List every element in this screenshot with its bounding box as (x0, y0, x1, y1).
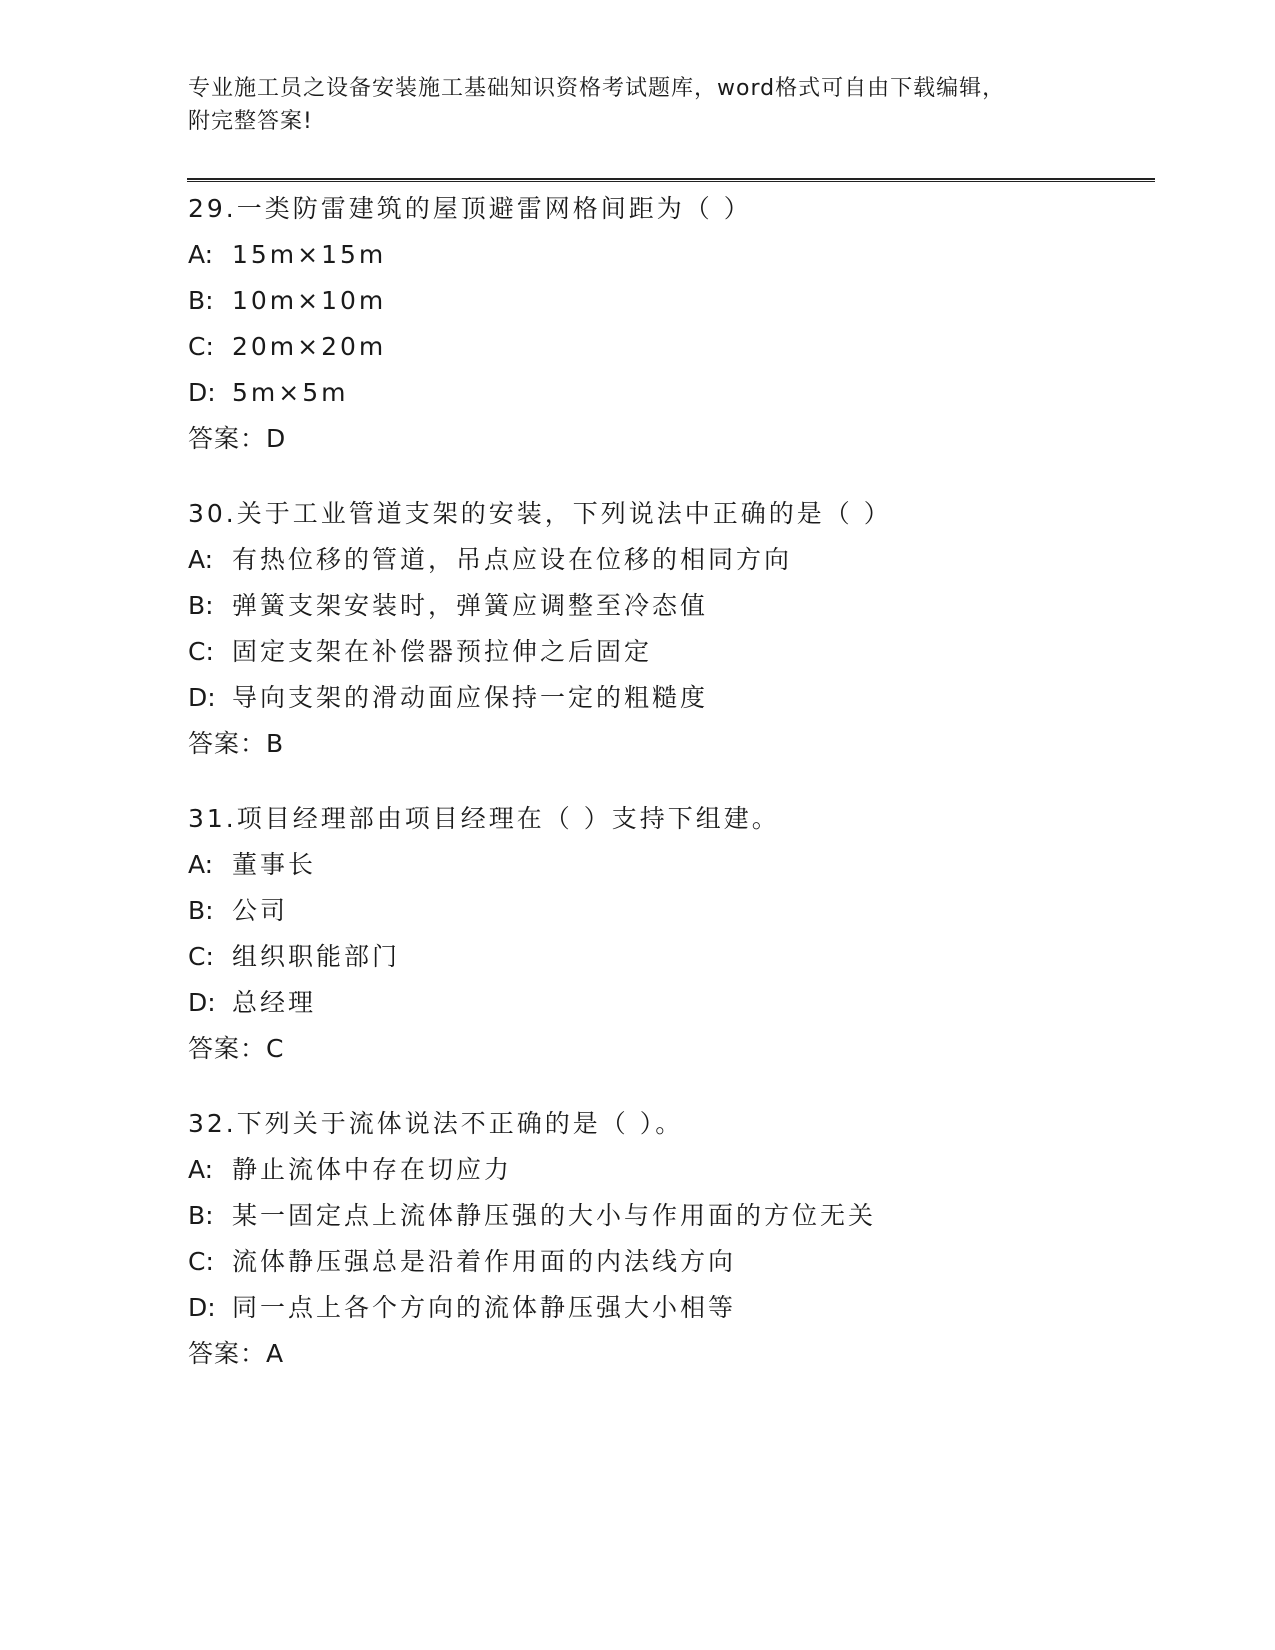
option-label: C: (188, 637, 214, 666)
answer-line: 答案：A (188, 1339, 285, 1368)
question-32 (188, 1101, 1168, 1377)
option-text: 10m×10m (232, 286, 387, 315)
option-c (188, 629, 1168, 675)
question-30 (188, 491, 1168, 767)
option-c (188, 934, 1168, 980)
option-text: 流体静压强总是沿着作用面的内法线方向 (232, 1247, 737, 1276)
option-d (188, 1285, 1168, 1331)
option-label: B: (188, 896, 214, 925)
question-title: 30.关于工业管道支架的安装，下列说法中正确的是（ ） (188, 499, 892, 528)
option-text: 弹簧支架安装时，弹簧应调整至冷态值 (232, 591, 709, 620)
option-d (188, 675, 1168, 721)
option-label: C: (188, 942, 214, 971)
question-title: 31.项目经理部由项目经理在（ ）支持下组建。 (188, 804, 780, 833)
option-text: 组织职能部门 (232, 942, 401, 971)
option-label: B: (188, 286, 214, 315)
option-label: D: (188, 1293, 216, 1322)
option-c (188, 324, 1168, 370)
option-text: 固定支架在补偿器预拉伸之后固定 (232, 637, 653, 666)
option-label: A: (188, 850, 214, 879)
option-b (188, 278, 1168, 324)
option-text: 5m×5m (232, 378, 349, 407)
option-b (188, 1193, 1168, 1239)
option-text: 总经理 (232, 988, 317, 1017)
option-text: 董事长 (232, 850, 317, 879)
option-text: 某一固定点上流体静压强的大小与作用面的方位无关 (232, 1201, 877, 1230)
question-title: 29.一类防雷建筑的屋顶避雷网格间距为（ ） (188, 194, 752, 223)
answer-line: 答案：C (188, 1034, 285, 1063)
option-a (188, 842, 1168, 888)
option-label: C: (188, 1247, 214, 1276)
header-divider (187, 178, 1155, 182)
option-text: 20m×20m (232, 332, 387, 361)
option-a (188, 1147, 1168, 1193)
option-label: B: (188, 591, 214, 620)
option-label: A: (188, 240, 214, 269)
option-a (188, 537, 1168, 583)
option-label: B: (188, 1201, 214, 1230)
question-31 (188, 796, 1168, 1072)
option-text: 同一点上各个方向的流体静压强大小相等 (232, 1293, 737, 1322)
option-text: 公司 (232, 896, 289, 925)
option-label: C: (188, 332, 214, 361)
header-line-1: 专业施工员之设备安装施工基础知识资格考试题库，word格式可自由下载编辑， (188, 76, 1006, 101)
document-header (188, 72, 1088, 138)
question-29 (188, 186, 1168, 462)
option-label: D: (188, 988, 216, 1017)
answer-line: 答案：D (188, 424, 287, 453)
option-d (188, 370, 1168, 416)
question-title: 32.下列关于流体说法不正确的是（ ）。 (188, 1109, 684, 1138)
option-a (188, 232, 1168, 278)
option-text: 导向支架的滑动面应保持一定的粗糙度 (232, 683, 709, 712)
answer-line: 答案：B (188, 729, 285, 758)
option-label: D: (188, 378, 216, 407)
option-label: D: (188, 683, 216, 712)
option-b (188, 583, 1168, 629)
header-line-2: 附完整答案! (188, 109, 313, 134)
option-c (188, 1239, 1168, 1285)
option-d (188, 980, 1168, 1026)
option-text: 静止流体中存在切应力 (232, 1155, 513, 1184)
option-text: 有热位移的管道，吊点应设在位移的相同方向 (232, 545, 793, 574)
option-b (188, 888, 1168, 934)
option-label: A: (188, 1155, 214, 1184)
option-text: 15m×15m (232, 240, 387, 269)
option-label: A: (188, 545, 214, 574)
